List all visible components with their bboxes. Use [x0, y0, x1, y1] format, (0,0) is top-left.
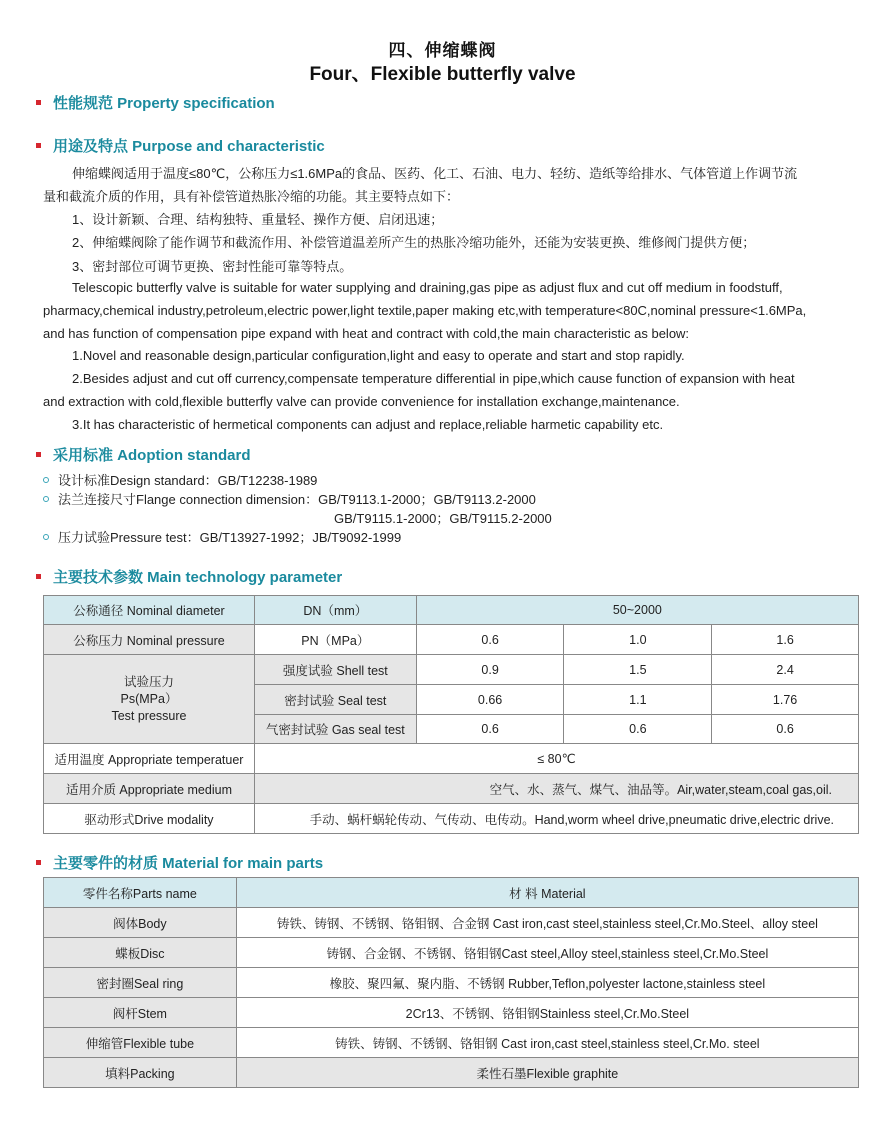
- drive-label: 驱动形式Drive modality: [44, 804, 255, 834]
- section-purpose: [36, 135, 325, 156]
- pn-value: 1.6: [712, 625, 859, 655]
- table-row: [44, 596, 859, 625]
- seal-test-value: 0.66: [416, 685, 564, 715]
- part-name: 阀杆Stem: [44, 998, 237, 1028]
- pn-label: PN（MPa）: [254, 625, 416, 655]
- gas-seal-test-label: 气密封试验 Gas seal test: [254, 715, 416, 744]
- part-name: 阀体Body: [44, 908, 237, 938]
- section-property-label: 性能规范 Property specification: [53, 95, 275, 112]
- gas-seal-test-value: 0.6: [416, 715, 564, 744]
- adoption-flange-text: 法兰连接尺寸Flange connection dimension：GB/T9113.1-2000；GB/T9113.2-2000: [58, 492, 536, 507]
- part-name: 伸缩管Flexible tube: [44, 1028, 237, 1058]
- adoption-flange-cont: GB/T9115.1-2000；GB/T9115.2-2000: [334, 511, 552, 526]
- purpose-cn-point-2: 2、伸缩蝶阀除了能作调节和截流作用、补偿管道温差所产生的热胀冷缩功能外，还能为安装更换、维修阀门提供方便；: [72, 235, 756, 250]
- part-name: 蝶板Disc: [44, 938, 237, 968]
- section-property: [36, 92, 275, 113]
- table-row: [44, 774, 859, 804]
- table-row: [44, 655, 859, 685]
- seal-test-value: 1.76: [712, 685, 859, 715]
- adoption-flange: [43, 489, 536, 508]
- gas-seal-test-value: 0.6: [712, 715, 859, 744]
- table-row: [44, 968, 859, 998]
- shell-test-value: 2.4: [712, 655, 859, 685]
- material-table: [43, 877, 859, 1088]
- material-header: 材 料 Material: [236, 878, 858, 908]
- purpose-en-point-2a: 2.Besides adjust and cut off currency,compensate temperature differential in pipe,which cause function of expansion with heat: [72, 371, 795, 386]
- adoption-pressure-text: 压力试验Pressure test：GB/T13927-1992；JB/T9092-1999: [58, 530, 402, 545]
- section-technology-label: 主要技术参数 Main technology parameter: [53, 569, 343, 586]
- table-row: [44, 625, 859, 655]
- purpose-en-line-3: and has function of compensation pipe expand with heat and contract with cold,the main characteristic as below:: [43, 326, 690, 341]
- adoption-pressure: [43, 527, 401, 546]
- table-row: [44, 1058, 859, 1088]
- section-material-label: 主要零件的材质 Material for main parts: [53, 855, 324, 872]
- tech-param-table: [43, 595, 859, 834]
- purpose-en-point-1: 1.Novel and reasonable design,particular configuration,light and easy to operate and start and stop rapidly.: [72, 348, 685, 363]
- medium-label: 适用介质 Appropriate medium: [44, 774, 255, 804]
- page-title-cn: 四、伸缩蝶阀: [388, 41, 497, 60]
- drive-value: 手动、蜗杆蜗轮传动、气传动、电传动。Hand,worm wheel drive,pneumatic drive,electric drive.: [254, 804, 858, 834]
- nominal-diameter-label: 公称通径 Nominal diameter: [44, 596, 255, 625]
- adoption-design: [43, 470, 317, 489]
- part-name: 填料Packing: [44, 1058, 237, 1088]
- part-material: 2Cr13、不锈钢、铬钼钢Stainless steel,Cr.Mo.Steel: [236, 998, 858, 1028]
- test-pressure-label: [44, 655, 255, 744]
- bullet-square-icon: [36, 574, 41, 579]
- purpose-cn-point-1: 1、设计新颖、合理、结构独特、重量轻、操作方便、启闭迅速；: [72, 212, 444, 227]
- dn-label: DN（mm）: [254, 596, 416, 625]
- purpose-cn-line-1: 伸缩蝶阀适用于温度≤80℃，公称压力≤1.6MPa的食品、医药、化工、石油、电力、轻纺、造纸等给排水、气体管道上作调节流: [72, 166, 798, 181]
- circle-bullet-icon: [43, 477, 49, 483]
- bullet-square-icon: [36, 100, 41, 105]
- section-material: [36, 852, 323, 873]
- part-material: 铸钢、合金钢、不锈钢、铬钼钢Cast steel,Alloy steel,stainless steel,Cr.Mo.Steel: [236, 938, 858, 968]
- purpose-en-line-2: pharmacy,chemical industry,petroleum,electric power,light textile,paper making etc,with temperature<80C,nominal pressure<1.6MPa,: [43, 303, 807, 318]
- part-name: 密封圈Seal ring: [44, 968, 237, 998]
- table-row: [44, 744, 859, 774]
- table-row: [44, 938, 859, 968]
- circle-bullet-icon: [43, 496, 49, 502]
- dn-value: 50~2000: [416, 596, 858, 625]
- gas-seal-test-value: 0.6: [564, 715, 712, 744]
- table-row: [44, 1028, 859, 1058]
- part-material: 橡胶、聚四氟、聚内脂、不锈钢 Rubber,Teflon,polyester lactone,stainless steel: [236, 968, 858, 998]
- test-pressure-cn: 试验压力: [123, 674, 174, 689]
- purpose-en-line-1: Telescopic butterfly valve is suitable for water supplying and draining,gas pipe as adjust flux and cut off medium in foodstuff,: [72, 280, 783, 295]
- purpose-en-point-3: 3.It has characteristic of hermetical components can adjust and replace,reliable harmetic capability etc.: [72, 417, 664, 432]
- parts-name-header: 零件名称Parts name: [44, 878, 237, 908]
- temperature-label: 适用温度 Appropriate temperatuer: [44, 744, 255, 774]
- table-row: [44, 998, 859, 1028]
- pn-value: 1.0: [564, 625, 712, 655]
- adoption-design-text: 设计标准Design standard：GB/T12238-1989: [58, 473, 318, 488]
- circle-bullet-icon: [43, 534, 49, 540]
- shell-test-value: 1.5: [564, 655, 712, 685]
- test-pressure-en: Test pressure: [111, 708, 187, 723]
- purpose-en-point-2b: and extraction with cold,flexible butterfly valve can provide convenience for installation exchange,maintenance.: [43, 394, 680, 409]
- part-material: 铸铁、铸钢、不锈钢、铬钼钢 Cast iron,cast steel,stainless steel,Cr.Mo. steel: [236, 1028, 858, 1058]
- bullet-square-icon: [36, 452, 41, 457]
- section-technology: [36, 566, 342, 587]
- bullet-square-icon: [36, 143, 41, 148]
- nominal-pressure-label: 公称压力 Nominal pressure: [44, 625, 255, 655]
- part-material: 铸铁、铸钢、不锈钢、铬钼钢、合金钢 Cast iron,cast steel,stainless steel,Cr.Mo.Steel、alloy steel: [236, 908, 858, 938]
- shell-test-label: 强度试验 Shell test: [254, 655, 416, 685]
- page-title-en: Four、Flexible butterfly valve: [309, 64, 576, 85]
- test-pressure-unit: Ps(MPa）: [120, 691, 178, 706]
- purpose-cn-line-2: 量和截流介质的作用，具有补偿管道热胀冷缩的功能。其主要特点如下：: [43, 189, 460, 204]
- table-row: [44, 878, 859, 908]
- table-row: [44, 804, 859, 834]
- part-material: 柔性石墨Flexible graphite: [236, 1058, 858, 1088]
- purpose-cn-point-3: 3、密封部位可调节更换、密封性能可靠等特点。: [72, 259, 353, 274]
- section-adoption: [36, 444, 251, 465]
- seal-test-value: 1.1: [564, 685, 712, 715]
- shell-test-value: 0.9: [416, 655, 564, 685]
- medium-value: 空气、水、蒸气、煤气、油品等。Air,water,steam,coal gas,oil.: [254, 774, 858, 804]
- table-row: [44, 908, 859, 938]
- section-purpose-label: 用途及特点 Purpose and characteristic: [53, 138, 325, 155]
- section-adoption-label: 采用标准 Adoption standard: [53, 447, 251, 464]
- pn-value: 0.6: [416, 625, 564, 655]
- bullet-square-icon: [36, 860, 41, 865]
- temperature-value: ≤ 80℃: [254, 744, 858, 774]
- seal-test-label: 密封试验 Seal test: [254, 685, 416, 715]
